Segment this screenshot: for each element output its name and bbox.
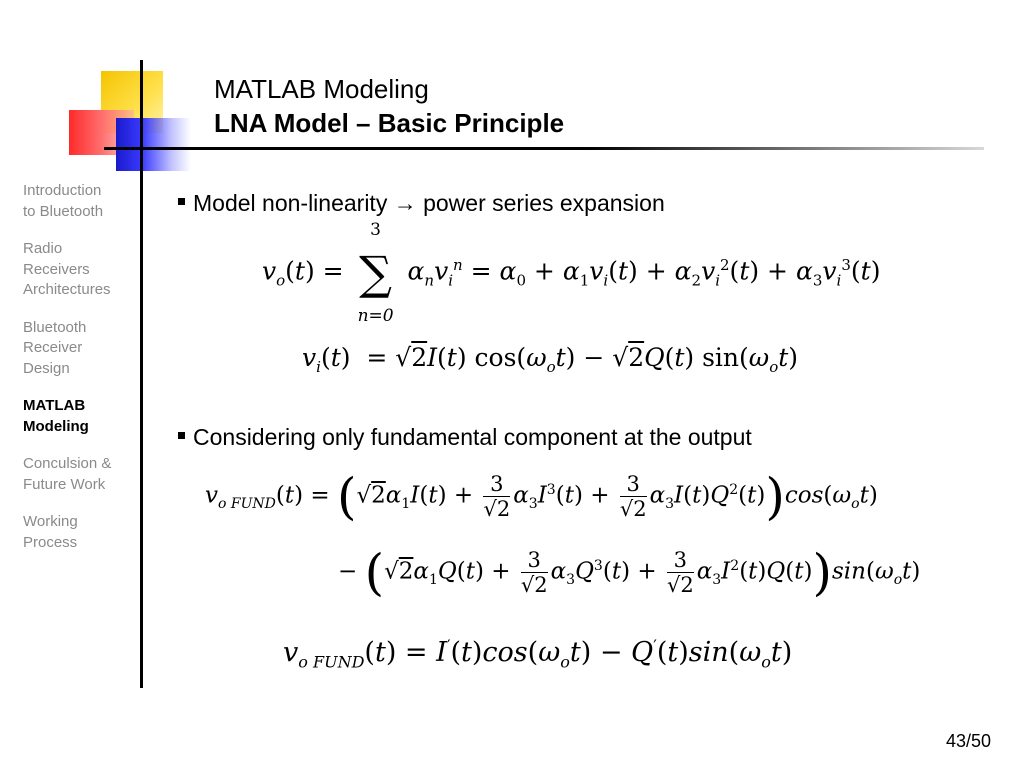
equation-fundamental-iq: $v_{o FUND}(t) = I'(t)\cos(\omega_ot) - Q'(t)\sin(\omega_ot)$ xyxy=(283,636,793,672)
bullet-text: Model non-linearity → power series expansion xyxy=(193,190,665,216)
equation-fundamental-line1: $v_{o FUND}(t) = (√2\alpha_1I(t)$ + $\frac{3}{√2}$ $\alpha_3I^3(t)$ + $\frac{3}{√2}$ $\alpha_3I(t)Q^2(t))\cos(\omega_ot)$ xyxy=(205,467,878,526)
section-sidebar xyxy=(23,181,133,570)
title-underline xyxy=(104,147,984,150)
decor-blue-square xyxy=(116,118,191,171)
page-number: 43/50 xyxy=(946,731,992,751)
sidebar-item-radio-receivers[interactable]: Radio Receivers Architectures xyxy=(23,240,111,298)
sidebar-item-matlab-modeling[interactable]: MATLAB Modeling xyxy=(23,397,89,435)
sidebar-item-working-process[interactable]: Working Process xyxy=(23,513,78,551)
sidebar-item-introduction[interactable]: Introduction to Bluetooth xyxy=(23,182,104,220)
bullet-item xyxy=(178,424,752,451)
sidebar-item-conclusion[interactable]: Conculsion & Future Work xyxy=(23,455,112,493)
sidebar-item-bluetooth-receiver[interactable]: Bluetooth Receiver Design xyxy=(23,318,87,377)
equation-input-signal: $v_i(t) = √2I(t) \cos(\omega_ot) - √2Q(t)$ $\sin(\omega_ot)$ xyxy=(302,343,799,376)
slide-title: MATLAB Modeling xyxy=(214,74,429,104)
equation-power-series: $v_o(t)$ = 3 ∑ n=0 $\alpha_nv_i^n = \alpha_0 + \alpha_1v_i(t) + \alpha_2v_i^2(t) + \alpha_3v_i^3(t)$ xyxy=(262,220,881,326)
vertical-divider xyxy=(140,60,143,688)
bullet-square-icon xyxy=(178,198,185,205)
bullet-item xyxy=(178,190,665,217)
bullet-square-icon xyxy=(178,432,185,439)
equation-fundamental-line2: − ($√2\alpha_1Q(t)$ + $\frac{3}{√2}$ $\alpha_3Q^3(t)$ + $\frac{3}{√2}$ $\alpha_3I^2(t)Q(t))\sin(\omega_ot)$ xyxy=(338,543,921,602)
summation-symbol: 3 ∑ n=0 xyxy=(357,220,394,326)
bullet-text: Considering only fundamental component at the output xyxy=(193,424,752,450)
slide-subtitle: LNA Model – Basic Principle xyxy=(214,108,565,138)
